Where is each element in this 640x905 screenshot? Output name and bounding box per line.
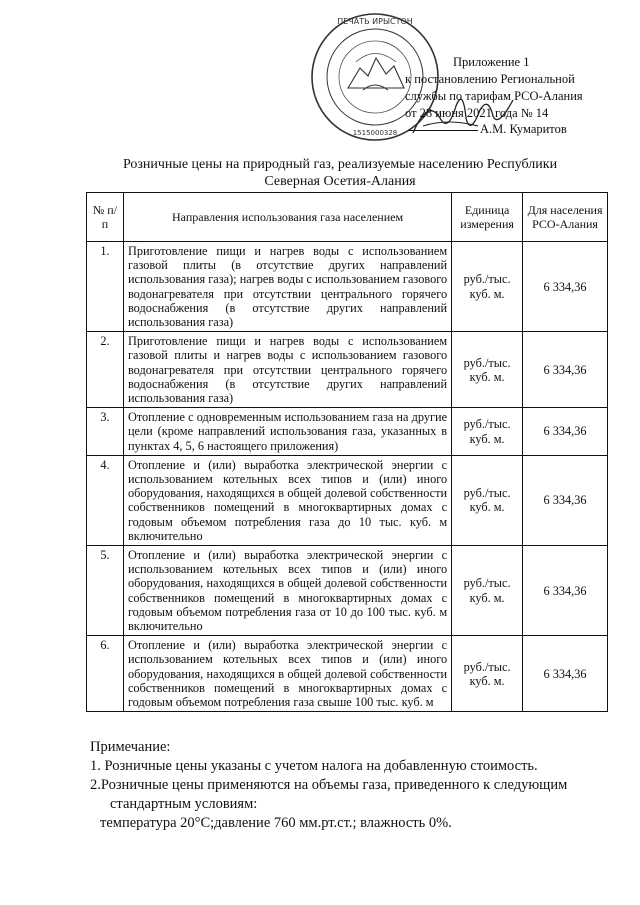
row-price: 6 334,36	[523, 408, 608, 456]
row-unit: руб./тыс. куб. м.	[452, 546, 523, 636]
header-price: Для населения РСО-Алания	[523, 193, 608, 242]
price-table	[86, 192, 608, 712]
title-line-2: Северная Осетия-Алания	[264, 174, 416, 189]
title-line-1: Розничные цены на природный газ, реализуемые населению Республики	[122, 157, 558, 172]
table-row	[87, 242, 608, 332]
row-num: 5.	[87, 546, 124, 636]
table-row	[87, 636, 608, 712]
row-num: 3.	[87, 408, 124, 456]
row-price: 6 334,36	[523, 455, 608, 545]
header-line-2: к постановлению Региональной	[405, 72, 575, 86]
row-unit: руб./тыс. куб. м.	[452, 332, 523, 408]
table-row	[87, 455, 608, 545]
table-header-row	[87, 193, 608, 242]
row-unit: руб./тыс. куб. м.	[452, 242, 523, 332]
row-direction: Отопление и (или) выработка электрической энергии с использованием котельных всех типов и (или) иного оборудования, находящихся в общей долевой собственности собственников помещений в многоквартирных домах с годовым объемом потребления газа от 10 до 100 тыс. куб. м включительно	[123, 546, 451, 636]
signer-name: А.М. Кумаритов	[480, 122, 567, 136]
note-2-line-1: 2.Розничные цены применяются на объемы газа, приведенного к следующим	[90, 777, 568, 793]
header-direction: Направления использования газа населением	[123, 193, 451, 242]
note-1: 1. Розничные цены указаны с учетом налога на добавленную стоимость.	[90, 758, 538, 774]
table-row	[87, 546, 608, 636]
row-num: 1.	[87, 242, 124, 332]
signer-line	[408, 122, 567, 137]
row-price: 6 334,36	[523, 546, 608, 636]
header-line-3: службы по тарифам РСО-Алания	[405, 89, 583, 103]
row-direction: Приготовление пищи и нагрев воды с использованием газовой плиты (в отсутствие других направлений использования газа); нагрев воды с использованием газового водонагревателя при отсутствии центрального горячего водоснабжения (в отсутствие других направлений использования газа)	[123, 242, 451, 332]
row-num: 4.	[87, 455, 124, 545]
row-price: 6 334,36	[523, 332, 608, 408]
row-unit: руб./тыс. куб. м.	[452, 636, 523, 712]
table-row	[87, 332, 608, 408]
row-direction: Отопление и (или) выработка электрической энергии с использованием котельных всех типов и (или) иного оборудования, находящихся в общей долевой собственности собственников помещений в многоквартирных домах с годовым объемом потребления газа свыше 100 тыс. куб. м	[123, 636, 451, 712]
row-price: 6 334,36	[523, 242, 608, 332]
header-line-4: от 28 июня 2021 года № 14	[405, 106, 549, 120]
row-unit: руб./тыс. куб. м.	[452, 455, 523, 545]
document-title	[60, 156, 620, 190]
header-unit: Единица измерения	[452, 193, 523, 242]
row-direction: Отопление с одновременным использованием газа на другие цели (кроме направлений использования газа, указанных в пунктах 4, 5, 6 настоящего приложения)	[123, 408, 451, 456]
note-2-line-3: температура 20°С;давление 760 мм.рт.ст.; влажность 0%.	[100, 815, 452, 831]
row-direction: Отопление и (или) выработка электрической энергии с использованием котельных всех типов и (или) иного оборудования, находящихся в общей долевой собственности собственников помещений в многоквартирных домах с годовым объемом потребления газа до 10 тыс. куб. м включительно	[123, 455, 451, 545]
header-line-1: Приложение 1	[453, 55, 530, 69]
seal-number: 1515000328	[352, 129, 398, 137]
notes-heading: Примечание:	[90, 739, 171, 755]
note-2-line-2: стандартным условиям:	[110, 796, 258, 812]
row-num: 2.	[87, 332, 124, 408]
signature-rule	[408, 130, 478, 131]
row-price: 6 334,36	[523, 636, 608, 712]
seal-outer-text: ПЕЧАТЬ ИРЫСТОН	[337, 17, 413, 26]
table-row	[87, 408, 608, 456]
approval-header	[405, 54, 635, 122]
notes-section	[90, 738, 610, 833]
row-num: 6.	[87, 636, 124, 712]
row-direction: Приготовление пищи и нагрев воды с использованием газовой плиты и нагрев воды с использованием газового водонагревателя при отсутствии центрального горячего водоснабжения (в отсутствие других направлений использования газа)	[123, 332, 451, 408]
header-num: № п/п	[87, 193, 124, 242]
row-unit: руб./тыс. куб. м.	[452, 408, 523, 456]
